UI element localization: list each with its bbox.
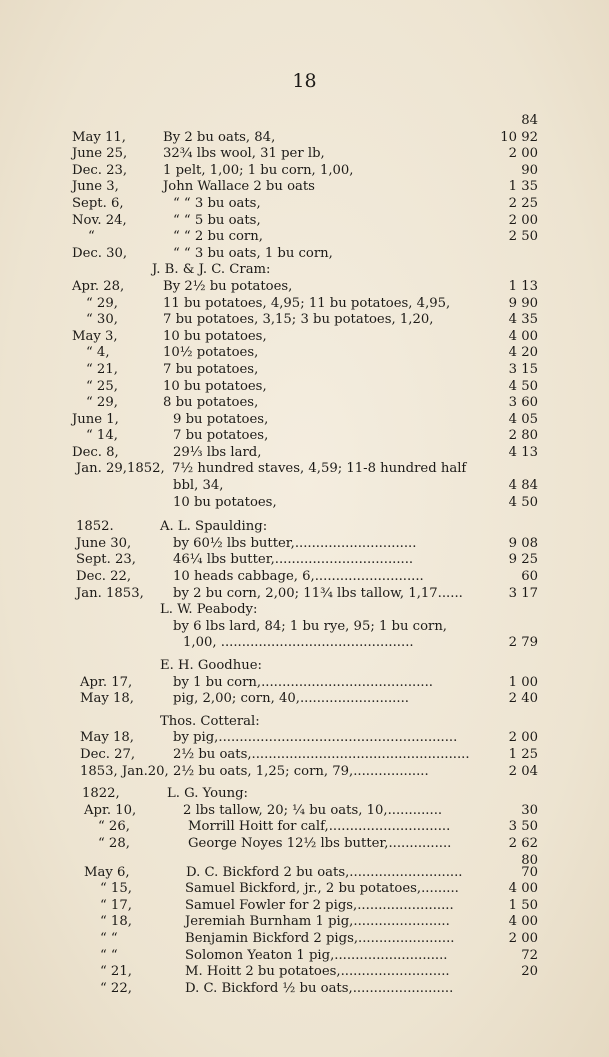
ledger-row xyxy=(0,395,609,412)
description: Samuel Bickford, jr., 2 bu potatoes,......... xyxy=(185,881,459,897)
date: June 1, xyxy=(72,411,119,427)
amount: 1 35 xyxy=(508,179,538,195)
date: May 3, xyxy=(72,328,118,344)
amount: 2 62 xyxy=(508,835,538,851)
amount: 4 50 xyxy=(508,494,538,510)
amount: 9 08 xyxy=(508,535,538,551)
ledger-row xyxy=(0,113,609,130)
amount: 2 50 xyxy=(508,229,538,245)
description: bbl, 34, xyxy=(173,478,224,494)
date: “ 22, xyxy=(100,980,132,996)
description: 2½ bu oats, 1,25; corn, 79,.................. xyxy=(173,763,429,779)
account-name: Thos. Cotteral: xyxy=(160,713,260,729)
description: 1 pelt, 1,00; 1 bu corn, 1,00, xyxy=(163,162,354,178)
ledger-row xyxy=(0,747,609,764)
date: “ 21, xyxy=(86,361,118,377)
ledger-row xyxy=(0,428,609,445)
description: by pig,......................................................... xyxy=(173,730,458,746)
ledger-row xyxy=(0,948,609,965)
account-name: J. B. & J. C. Cram: xyxy=(152,262,271,278)
amount: 80 xyxy=(521,852,538,868)
description: “ “ 5 bu oats, xyxy=(173,212,261,228)
ledger-row xyxy=(0,586,609,603)
date: Jan. 29,1852, xyxy=(76,461,165,477)
ledger-row xyxy=(0,981,609,998)
page-number: 18 xyxy=(292,70,317,92)
description: 32¾ lbs wool, 31 per lb, xyxy=(163,146,325,162)
description: by 1 bu corn,......................................... xyxy=(173,674,433,690)
description: George Noyes 12½ lbs butter,............... xyxy=(188,835,452,851)
amount: 2 79 xyxy=(508,635,538,651)
account-name: L. W. Peabody: xyxy=(160,602,258,618)
description: 1,00, .............................................. xyxy=(183,635,414,651)
date: Dec. 22, xyxy=(76,569,132,585)
account-heading xyxy=(0,519,609,536)
amount: 90 xyxy=(521,162,538,178)
ledger-row xyxy=(0,914,609,931)
amount: 1 50 xyxy=(508,897,538,913)
ledger-row xyxy=(0,964,609,981)
account-heading xyxy=(0,602,609,619)
account-heading xyxy=(0,262,609,279)
amount: 4 00 xyxy=(508,914,538,930)
amount: 4 13 xyxy=(508,444,538,460)
amount: 2 00 xyxy=(508,146,538,162)
ledger-row xyxy=(0,146,609,163)
amount: 3 15 xyxy=(508,361,538,377)
date: “ 21, xyxy=(100,964,132,980)
ledger-row xyxy=(0,345,609,362)
description: 10 bu potatoes, xyxy=(163,328,267,344)
ledger-row xyxy=(0,552,609,569)
amount: 4 05 xyxy=(508,411,538,427)
date: Dec. 30, xyxy=(72,245,128,261)
date: June 25, xyxy=(72,146,128,162)
amount: 2 00 xyxy=(508,730,538,746)
ledger-row xyxy=(0,312,609,329)
ledger-row xyxy=(0,536,609,553)
description: By 2½ bu potatoes, xyxy=(163,278,293,294)
ledger-row xyxy=(0,379,609,396)
description: 2½ bu oats,.................................................... xyxy=(173,746,470,762)
amount: 72 xyxy=(521,947,538,963)
description: By 2 bu oats, 84, xyxy=(163,129,276,145)
amount: 4 00 xyxy=(508,881,538,897)
amount: 4 35 xyxy=(508,312,538,328)
date: Sept. 6, xyxy=(72,195,124,211)
ledger-row xyxy=(0,691,609,708)
amount: 3 60 xyxy=(508,395,538,411)
date: Dec. 8, xyxy=(72,444,119,460)
date: “ 29, xyxy=(86,395,118,411)
account-heading xyxy=(0,714,609,731)
date: “ 29, xyxy=(86,295,118,311)
account-name: E. H. Goodhue: xyxy=(160,658,262,673)
description: Samuel Fowler for 2 pigs,....................... xyxy=(185,897,454,913)
ledger-row xyxy=(0,931,609,948)
amount: 2 00 xyxy=(508,930,538,946)
ledger-row xyxy=(0,130,609,147)
description: 10½ potatoes, xyxy=(163,345,259,361)
ledger-body xyxy=(0,113,609,997)
account-name: L. G. Young: xyxy=(167,786,248,802)
description: by 2 bu corn, 2,00; 11¾ lbs tallow, 1,17...... xyxy=(173,585,463,601)
description: 7½ hundred staves, 4,59; 11-8 hundred half xyxy=(172,461,467,477)
description: 46¼ lbs butter,................................. xyxy=(173,552,414,568)
description: Benjamin Bickford 2 pigs,....................... xyxy=(185,930,455,946)
description: “ “ 3 bu oats, xyxy=(173,195,261,211)
ledger-row xyxy=(0,803,609,820)
date: May 18, xyxy=(80,691,134,707)
date: Jan. 1853, xyxy=(76,585,144,601)
date: “ “ xyxy=(100,930,118,946)
amount: 20 xyxy=(521,964,538,980)
ledger-row xyxy=(0,898,609,915)
description: 7 bu potatoes, xyxy=(173,428,269,444)
description: D. C. Bickford 2 bu oats,........................... xyxy=(186,864,463,880)
amount: 10 92 xyxy=(500,129,538,145)
description: 11 bu potatoes, 4,95; 11 bu potatoes, 4,95, xyxy=(163,295,451,311)
ledger-row xyxy=(0,495,609,512)
ledger-row xyxy=(0,296,609,313)
date: Dec. 27, xyxy=(80,746,136,762)
description: Solomon Yeaton 1 pig,........................... xyxy=(185,947,448,963)
description: Morrill Hoitt for calf,............................. xyxy=(188,819,451,835)
date: Dec. 23, xyxy=(72,162,128,178)
date: June 3, xyxy=(72,179,119,195)
description: “ “ 3 bu oats, 1 bu corn, xyxy=(173,245,333,261)
amount: 2 80 xyxy=(508,428,538,444)
ledger-row xyxy=(0,881,609,898)
date: “ 18, xyxy=(100,914,132,930)
amount: 2 00 xyxy=(508,212,538,228)
ledger-row xyxy=(0,196,609,213)
amount: 1 13 xyxy=(508,278,538,294)
amount: 30 xyxy=(521,802,538,818)
account-heading xyxy=(0,786,609,803)
year: 1852. xyxy=(76,519,114,535)
amount: 4 20 xyxy=(508,345,538,361)
date: Sept. 23, xyxy=(76,552,136,568)
description: 29⅓ lbs lard, xyxy=(173,444,262,460)
amount: 9 90 xyxy=(508,295,538,311)
amount: 1 00 xyxy=(508,674,538,690)
amount: 4 00 xyxy=(508,328,538,344)
ledger-row xyxy=(0,675,609,692)
ledger-row xyxy=(0,852,609,868)
date: Apr. 17, xyxy=(80,674,133,690)
amount: 2 25 xyxy=(508,195,538,211)
date: June 30, xyxy=(76,535,132,551)
ledger-row xyxy=(0,412,609,429)
amount: 4 84 xyxy=(508,478,538,494)
date: Nov. 24, xyxy=(72,212,127,228)
ledger-row xyxy=(0,163,609,180)
date: May 6, xyxy=(84,864,130,880)
description: 7 bu potatoes, 3,15; 3 bu potatoes, 1,20, xyxy=(163,312,434,328)
description: 10 bu potatoes, xyxy=(173,494,277,510)
amount: 4 50 xyxy=(508,378,538,394)
description: 8 bu potatoes, xyxy=(163,395,259,411)
ledger-row xyxy=(0,461,609,478)
date: “ 15, xyxy=(100,881,132,897)
description: 10 heads cabbage, 6,.......................... xyxy=(173,569,424,585)
ledger-row xyxy=(0,865,609,882)
amount: 70 xyxy=(521,864,538,880)
description: by 60½ lbs butter,............................. xyxy=(173,535,417,551)
date: Apr. 10, xyxy=(84,802,137,818)
ledger-row xyxy=(0,619,609,636)
description: pig, 2,00; corn, 40,.......................... xyxy=(173,691,409,707)
description: 9 bu potatoes, xyxy=(173,411,269,427)
ledger-row xyxy=(0,819,609,836)
date: “ 4, xyxy=(86,345,110,361)
description: Jeremiah Burnham 1 pig,....................... xyxy=(185,914,450,930)
amount: 2 04 xyxy=(508,763,538,779)
ledger-row xyxy=(0,246,609,263)
amount: 60 xyxy=(521,569,538,585)
ledger-row xyxy=(0,445,609,462)
date: May 11, xyxy=(72,129,126,145)
ledger-row xyxy=(0,836,609,853)
date: “ 17, xyxy=(100,897,132,913)
amount: 84 xyxy=(521,113,538,128)
date: “ 25, xyxy=(86,378,118,394)
ledger-row xyxy=(0,635,609,652)
description: D. C. Bickford ½ bu oats,........................ xyxy=(185,980,454,996)
amount: 9 25 xyxy=(508,552,538,568)
date: “ 28, xyxy=(98,835,130,851)
date: “ 26, xyxy=(98,819,130,835)
ledger-row xyxy=(0,229,609,246)
date: May 18, xyxy=(80,730,134,746)
ledger-row xyxy=(0,764,609,781)
ledger-row xyxy=(0,730,609,747)
ledger-row xyxy=(0,179,609,196)
amount: 3 50 xyxy=(508,819,538,835)
amount: 1 25 xyxy=(508,746,538,762)
ledger-row xyxy=(0,213,609,230)
ledger-row xyxy=(0,279,609,296)
date: 1853, Jan.20, xyxy=(80,763,169,779)
account-heading xyxy=(0,658,609,675)
date: “ “ xyxy=(100,947,118,963)
account-name: A. L. Spaulding: xyxy=(160,519,268,535)
description: 2 lbs tallow, 20; ¼ bu oats, 10,............. xyxy=(183,802,443,818)
description: M. Hoitt 2 bu potatoes,.......................... xyxy=(185,964,450,980)
description: “ “ 2 bu corn, xyxy=(173,229,263,245)
ledger-row xyxy=(0,329,609,346)
ledger-row xyxy=(0,362,609,379)
ledger-row xyxy=(0,478,609,495)
amount: 3 17 xyxy=(508,585,538,601)
description: by 6 lbs lard, 84; 1 bu rye, 95; 1 bu corn, xyxy=(173,618,448,634)
amount: 2 40 xyxy=(508,691,538,707)
year: 1822, xyxy=(82,786,120,802)
date: “ 14, xyxy=(86,428,118,444)
date: Apr. 28, xyxy=(72,278,125,294)
ledger-row xyxy=(0,569,609,586)
date: “ xyxy=(88,229,95,245)
description: 7 bu potatoes, xyxy=(163,361,259,377)
date: “ 30, xyxy=(86,312,118,328)
description: 10 bu potatoes, xyxy=(163,378,267,394)
description: John Wallace 2 bu oats xyxy=(163,179,315,195)
